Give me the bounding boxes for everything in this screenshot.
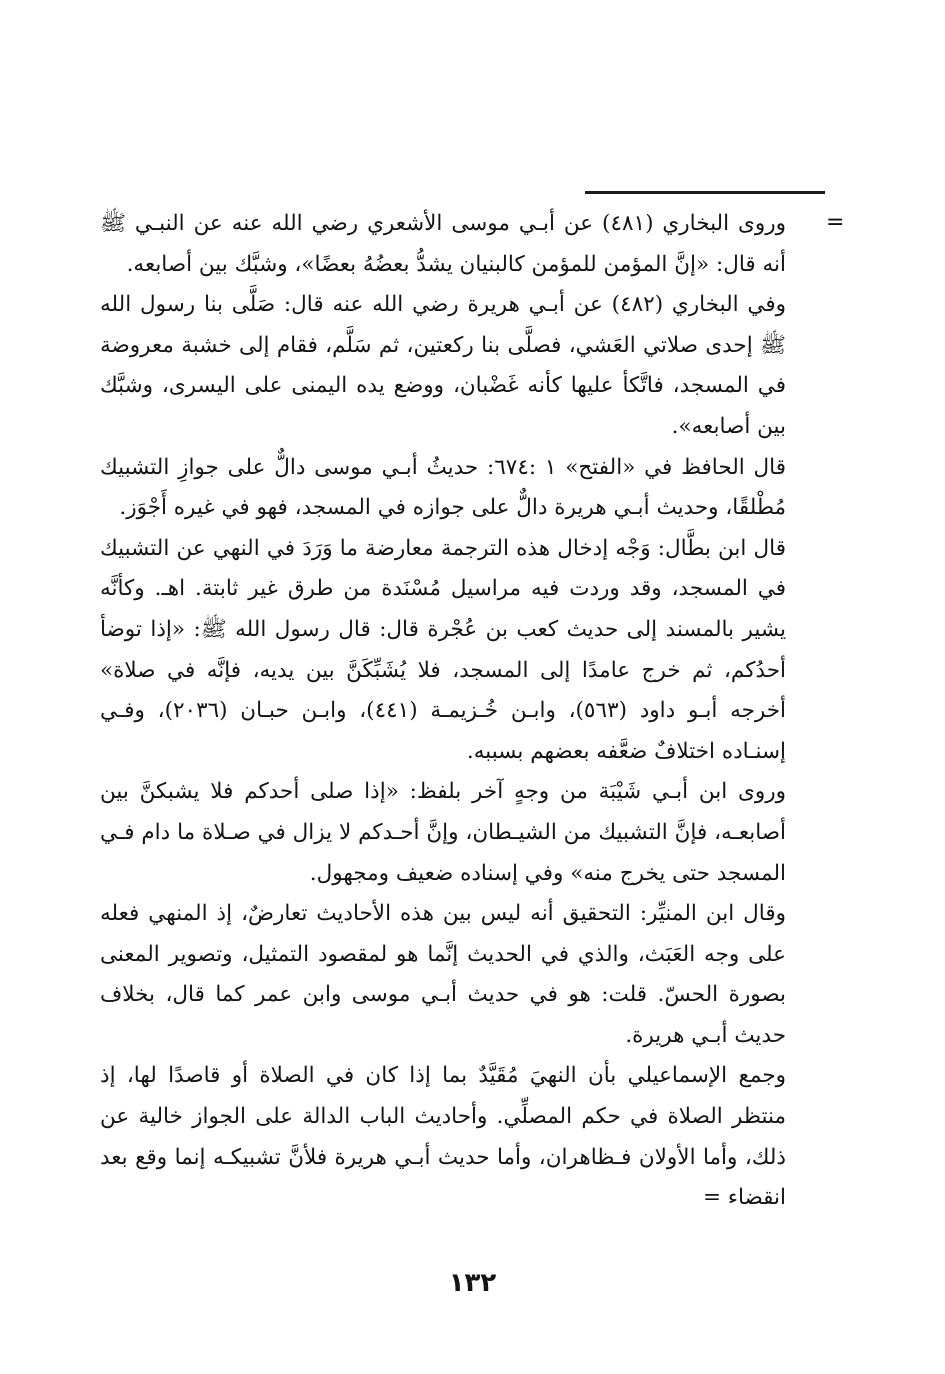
paragraph-bukhari-481: وروى البخاري (٤٨١) عن أبـي موسى الأشعري رضي الله عنه عن النبـي ﷺ أنه قال: «إنَّ المؤمن للمؤمن كالبنيان يشدُّ بعضُهُ بعضًا»، وشبَّك بين أصابعه. (100, 211, 786, 277)
paragraph-ibn-battal: قال ابن بطَّال: وَجْه إدخال هذه الترجمة معارضة ما وَرَدَ في النهي عن التشبيك في المسجد، وقد وردت فيه مراسيل مُسْنَدة من طرق غير ثابتة. اهـ. وكأنَّه يشير بالمسند إلى حديث كعب بن عُجْرة قال: قال رسول الله ﷺ: «إذا توضأ أحدُكم، ثم خرج عامدًا إلى المسجد، فلا يُشَبِّكَنَّ بين يديه، فإنَّه في صلاة» أخرجه أبـو داود (٥٦٣)، وابـن خُـزيمـة (٤٤١)، وابـن حبـان (٢٠٣٦)، وفـي إسنـاده اختلافٌ ضعَّفه بعضهم بسببه. (100, 535, 787, 764)
page-number: ١٣٢ (448, 1268, 497, 1298)
paragraph-ibn-munayyir: وقال ابن المنيِّر: التحقيق أنه ليس بين هذه الأحاديث تعارضٌ، إذ المنهي فعله على وجه العَبَث، والذي في الحديث إنَّما هو لمقصود التمثيل، وتصوير المعنى بصورة الحسّ. قلت: هو في حديث أبـي موسى وابن عمر كما قال، بخلاف حديث أبـي هريرة. (100, 901, 786, 1048)
paragraph-hafiz-fath: قال الحافظ في «الفتح» ١ :٦٧٤: حديثُ أبـي موسى دالٌّ على جوازِ التشبيك مُطْلقًا، وحديث أبـي هريرة دالٌّ على جوازه في المسجد، فهو في غيره أَجْوَز. (100, 454, 786, 521)
paragraph-ibn-abi-shayba: وروى ابن أبـي شَيْبَة من وجهٍ آخر بلفظ: «إذا صلى أحدكم فلا يشبكنَّ بين أصابعـه، فإنَّ التشبيك من الشيـطان، وإنَّ أحـدكم لا يزال في صـلاة ما دام فـي المسجد حتى يخرج منه» وفي إسناده ضعيف ومجهول. (100, 779, 786, 886)
footnote-separator-rule (585, 191, 825, 194)
paragraph-ismaili: وجمع الإسماعيلي بأن النهيَ مُقَيَّدٌ بما إذا كان في الصلاة أو قاصدًا لها، إذ منتظر الصلاة في حكم المصلِّي. وأحاديث الباب الدالة على الجواز خالية عن ذلك، وأما الأولان فـظاهران، وأما حديث أبـي هريرة فلأنَّ تشبيكـه إنما وقع بعد انقضاء = (100, 1063, 786, 1211)
paragraph-bukhari-482: وفي البخاري (٤٨٢) عن أبـي هريرة رضي الله عنه قال: صَلَّى بنا رسول الله ﷺ إحدى صلاتي العَشي، فصلَّى بنا ركعتين، ثم سَلَّم، فقام إلى خشبة معروضة في المسجد، فاتَّكأ عليها كأنه غَضْبان، ووضع يده اليمنى على اليسرى، وشبَّك بين أصابعه». (100, 292, 786, 439)
continuation-mark: = (826, 210, 845, 235)
footnote-body (100, 204, 786, 1219)
